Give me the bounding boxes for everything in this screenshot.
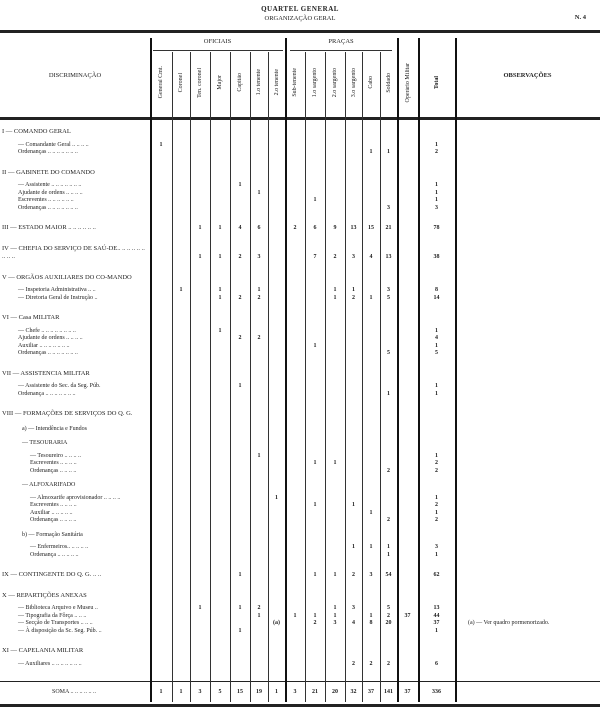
column-header-label: Cabo (368, 76, 374, 89)
total-cell: 1 (435, 342, 438, 349)
value-cell: 1 (257, 189, 261, 196)
value-cell: 54 (385, 572, 392, 578)
table-row (0, 495, 600, 503)
header-rule (0, 117, 600, 120)
total-cell: 1 (435, 494, 438, 501)
soma-cell: 21 (312, 689, 318, 695)
column-header (305, 50, 325, 115)
row-label: — Diretoria Geral de Instrução .. (18, 294, 98, 301)
value-cell: 2 (238, 294, 242, 301)
value-cell: 15 (368, 225, 374, 231)
row-label: — À disposição da Sc. Seg. Púb. .. (18, 627, 102, 634)
value-cell: 1 (387, 149, 390, 155)
column-header (268, 50, 285, 115)
discriminacao-header: DISCRIMINAÇÃO (48, 72, 102, 79)
table-row (0, 482, 600, 490)
value-cell: 4 (238, 225, 242, 231)
column-header (418, 50, 455, 115)
row-label: Ordenanças .. .. .. .. .. .. .. (18, 204, 78, 211)
total-cell: 1 (435, 327, 438, 334)
value-cell: 2 (369, 660, 373, 667)
column-header (285, 50, 305, 115)
row-label: IV — CHEFIA DO SERVIÇO DE SAÚ-DE.. .. .. .. .. .. .. .. .. (2, 244, 145, 260)
row-label: — Assistente do Sec. da Seg. Púb. (18, 383, 101, 389)
observation-note: (a) — Ver quadro pormenorizado. (468, 620, 550, 626)
value-cell: 1 (333, 612, 337, 619)
row-label: — Chefe .. .. .. .. .. .. .. .. (18, 327, 76, 334)
value-cell: 1 (313, 197, 317, 203)
value-cell: 3 (257, 254, 261, 260)
table-row (0, 383, 600, 391)
value-cell: 21 (385, 225, 392, 231)
value-cell: 4 (352, 620, 355, 626)
row-label: Ordenanças .. .. .. .. (30, 467, 77, 474)
value-cell: 1 (352, 287, 355, 293)
value-cell: 2 (257, 605, 261, 611)
table-row (0, 350, 600, 358)
total-cell: 1 (435, 452, 438, 459)
table-row (0, 661, 600, 669)
total-cell: 2 (435, 467, 438, 474)
value-cell: 3 (333, 620, 337, 626)
value-cell: 1 (387, 390, 390, 397)
table-row (0, 182, 600, 190)
value-cell: 1 (313, 502, 317, 508)
value-cell: 1 (218, 254, 222, 260)
row-label: Ajudante de ordens .. .. .. .. (18, 189, 83, 196)
value-cell: 1 (387, 551, 390, 558)
value-cell: 1 (159, 141, 163, 148)
soma-cell: 1 (275, 689, 278, 695)
row-label: — Auxiliares .. .. .. .. .. .. .. (18, 660, 82, 667)
row-label: — TESOURARIA (22, 440, 68, 446)
value-cell: 2 (333, 254, 337, 260)
value-cell: 1 (218, 225, 222, 231)
table-row (0, 245, 600, 262)
total-cell: 2 (435, 149, 438, 155)
table-row (0, 613, 600, 621)
row-label: — Secção de Transportes .. .. .. (18, 620, 93, 626)
row-label: VIII — FORMAÇÕES DE SERVIÇOS DO Q. G. (2, 410, 133, 417)
table-row (0, 391, 600, 399)
total-cell: 2 (435, 502, 438, 508)
row-label: a) — Intendência e Fundos (22, 425, 87, 432)
table-row (0, 620, 600, 628)
value-cell: 1 (293, 612, 297, 619)
row-label: — Biblioteca Arquivo e Museu .. (18, 605, 98, 611)
row-label: I — COMANDO GERAL (2, 128, 71, 135)
row-label: — Almoxarife aprovisionador .. .. .. .. (30, 494, 121, 501)
table-row (0, 426, 600, 434)
soma-cell: 336 (432, 689, 441, 695)
table-row (0, 571, 600, 580)
column-header (397, 50, 418, 115)
value-cell: 2 (387, 517, 390, 523)
row-label: — Assistente .. .. .. .. .. .. .. (18, 182, 82, 188)
row-label: Ordenanças .. .. .. .. .. .. .. (18, 350, 78, 356)
soma-cell: 141 (384, 689, 393, 695)
column-header-label: Sub-tenente (292, 68, 298, 97)
value-cell: 1 (198, 605, 202, 611)
row-label: Escreventes .. .. .. .. (30, 502, 77, 508)
column-header-label: 2.o tenente (273, 69, 280, 96)
total-cell: 3 (435, 544, 438, 550)
value-cell: 2 (352, 660, 355, 667)
value-cell: 1 (218, 327, 222, 334)
value-cell: 1 (238, 605, 242, 611)
value-cell: 1 (333, 294, 337, 301)
total-cell: 38 (433, 254, 440, 260)
pracas-header: PRAÇAS (328, 38, 354, 45)
value-cell: 13 (350, 225, 357, 231)
row-label: — Comandante Geral .. .. .. .. (18, 141, 89, 148)
soma-cell: 37 (404, 689, 411, 695)
value-cell: 4 (369, 254, 373, 260)
soma-cell: 32 (350, 689, 357, 695)
value-cell: 1 (198, 254, 202, 260)
column-header-label: General Cmt. (158, 66, 164, 99)
table-row (0, 628, 600, 636)
column-header (230, 50, 250, 115)
row-label: Auxiliar .. .. .. .. .. .. .. (18, 342, 70, 349)
table-row (0, 287, 600, 295)
value-cell: 1 (313, 572, 317, 578)
top-rule (0, 30, 600, 33)
value-cell: 1 (387, 544, 390, 550)
value-cell: 9 (333, 225, 337, 231)
row-label: V — ORGÃOS AUXILIARES DO CO-MANDO (2, 273, 132, 281)
value-cell: 2 (352, 572, 355, 578)
table-row (0, 224, 600, 233)
column-header-label: 1.o sargento (312, 67, 318, 98)
column-header (325, 50, 345, 115)
value-cell: 5 (387, 350, 390, 356)
table-row (0, 343, 600, 351)
table-row (0, 592, 600, 601)
total-cell: 1 (435, 509, 438, 516)
column-header-label: Coronel (178, 72, 184, 93)
table-row (0, 605, 600, 613)
table-row (0, 314, 600, 323)
table-row (0, 460, 600, 468)
value-cell: 1 (369, 612, 373, 619)
table-row (0, 274, 600, 283)
table-row (0, 149, 600, 157)
value-cell: 2 (238, 254, 242, 260)
total-cell: 78 (433, 225, 440, 231)
row-label: III — ESTADO MAIOR .. .. .. .. .. .. (2, 224, 96, 231)
total-cell: 1 (435, 189, 438, 196)
value-cell: 7 (313, 254, 317, 260)
soma-cell: 3 (198, 689, 202, 695)
value-cell: 20 (385, 620, 392, 626)
value-cell: 1 (333, 605, 337, 611)
column-header-label: Major (217, 75, 223, 90)
table-row (0, 453, 600, 461)
value-cell: 2 (257, 294, 261, 301)
table-row (0, 440, 600, 448)
value-cell: 1 (238, 182, 242, 188)
column-header (345, 50, 362, 115)
column-header (210, 50, 230, 115)
value-cell: 13 (385, 254, 392, 260)
value-cell: 1 (257, 287, 261, 293)
total-cell: 14 (433, 294, 440, 301)
value-cell: 1 (313, 342, 317, 349)
value-cell: 1 (313, 612, 317, 619)
row-label: X — REPARTIÇÕES ANEXAS (2, 591, 87, 599)
value-cell: 2 (387, 467, 390, 474)
value-cell: 1 (218, 294, 222, 301)
value-cell: 2 (387, 612, 390, 619)
row-label: II — GABINETE DO COMANDO (2, 168, 95, 176)
value-cell: (a) (273, 620, 280, 626)
value-cell: 1 (218, 287, 222, 293)
total-cell: 62 (433, 572, 440, 578)
value-cell: 6 (257, 225, 261, 231)
column-header (250, 50, 268, 115)
value-cell: 1 (238, 383, 242, 389)
document-title: QUARTEL GENERAL (261, 5, 339, 13)
row-label: VII — ASSISTENCIA MILITAR (2, 369, 90, 377)
row-label: Ordenanças .. .. .. .. .. .. .. (18, 149, 78, 155)
soma-cell: 20 (332, 689, 338, 695)
row-label: Ajudante de ordens .. .. .. .. (18, 335, 83, 341)
table-row (0, 410, 600, 419)
value-cell: 3 (352, 605, 355, 611)
column-header-label: Total (433, 75, 440, 90)
total-cell: 1 (435, 182, 438, 188)
oficiais-header: OFICIAIS (203, 38, 232, 45)
value-cell: 2 (293, 225, 297, 231)
value-cell: 1 (352, 502, 355, 508)
column-header (150, 50, 172, 115)
column-header-label: Ten. coronel (197, 67, 203, 98)
soma-cell: 1 (179, 689, 183, 695)
value-cell: 1 (333, 287, 337, 293)
column-header-label: Capitão (237, 73, 243, 92)
column-header-label: 3.o sargento (350, 67, 357, 98)
column-header (380, 50, 397, 115)
column-header-label: Soldado (385, 72, 392, 93)
table-row (0, 169, 600, 178)
table-row (0, 532, 600, 540)
row-label: Auxiliar .. .. .. .. .. (30, 509, 73, 516)
table-row (0, 552, 600, 560)
value-cell: 1 (179, 287, 183, 293)
value-cell: 1 (198, 225, 202, 231)
table-row (0, 190, 600, 198)
value-cell: 1 (369, 294, 373, 301)
table-row (0, 370, 600, 379)
total-cell: 44 (433, 612, 440, 619)
row-label: Escreventes .. .. .. .. (30, 460, 77, 466)
value-cell: 1 (333, 460, 337, 466)
table-row (0, 335, 600, 343)
table-row (0, 510, 600, 518)
column-header-label: 2.o sargento (332, 67, 338, 98)
document-subtitle: ORGANIZAÇÃO GERAL (264, 15, 336, 22)
value-cell: 1 (369, 544, 373, 550)
value-cell: 5 (387, 605, 390, 611)
total-cell: 5 (435, 350, 438, 356)
value-cell: 2 (313, 620, 317, 626)
row-label: — Enfermeiros.. .. .. .. .. (30, 544, 89, 550)
value-cell: 1 (369, 149, 373, 155)
value-cell: 8 (369, 620, 373, 626)
value-cell: 1 (257, 452, 261, 459)
total-cell: 6 (435, 660, 438, 667)
value-cell: 3 (387, 204, 390, 211)
total-cell: 1 (435, 627, 438, 634)
soma-cell: 5 (218, 689, 222, 695)
total-cell: 1 (435, 390, 438, 397)
soma-rule (0, 681, 600, 682)
table-row (0, 468, 600, 476)
value-cell: 6 (313, 225, 317, 231)
row-label: b) — Formação Sanitária (22, 531, 83, 538)
total-cell: 1 (435, 141, 438, 148)
row-label: — Inspetoria Administrativa .. .. (18, 287, 96, 293)
value-cell: 1 (238, 572, 242, 578)
table-row (0, 205, 600, 213)
page-number: N. 4 (574, 14, 586, 21)
soma-cell: 15 (237, 689, 243, 695)
soma-row (0, 684, 600, 702)
table-row (0, 328, 600, 336)
value-cell: 2 (238, 335, 242, 341)
total-cell: 2 (435, 517, 438, 523)
value-cell: 2 (257, 335, 261, 341)
table-row (0, 295, 600, 303)
row-label: VI — Casa MILITAR (2, 314, 60, 321)
row-label: — Tipografia da Fôrça .. .. .. (18, 612, 87, 619)
total-cell: 4 (435, 335, 438, 341)
value-cell: 1 (352, 544, 355, 550)
table-row (0, 517, 600, 525)
value-cell: 2 (352, 294, 355, 301)
table-row (0, 647, 600, 656)
table-body (0, 126, 600, 668)
total-cell: 3 (435, 204, 438, 211)
row-label: Ordenança .. .. .. .. .. (30, 551, 79, 558)
bottom-rule (0, 704, 600, 707)
value-cell: 1 (333, 572, 337, 578)
row-label: Ordenanças .. .. .. .. (30, 517, 77, 523)
total-cell: 8 (435, 287, 438, 293)
table-row (0, 128, 600, 137)
value-cell: 3 (387, 287, 390, 293)
column-header-label: 1.o tenente (256, 69, 262, 96)
row-label: IX — CONTINGENTE DO Q. G. .. .. (2, 571, 102, 578)
row-label: XI — CAPELANIA MILITAR (2, 647, 84, 654)
column-header (362, 50, 380, 115)
soma-cell: 3 (293, 689, 297, 695)
total-cell: 1 (435, 197, 438, 203)
table-row (0, 502, 600, 510)
soma-cell: 1 (159, 689, 163, 695)
table-row (0, 142, 600, 150)
table-row (0, 197, 600, 205)
value-cell: 1 (369, 509, 373, 516)
value-cell: 3 (369, 572, 373, 578)
value-cell: 5 (387, 294, 390, 301)
total-cell: 1 (435, 551, 438, 558)
total-cell: 1 (435, 383, 438, 389)
column-header (190, 50, 210, 115)
row-label: — Tesoureiro .. .. .. .. (30, 452, 81, 459)
row-label: Ordenança .. .. .. .. .. .. .. (18, 390, 76, 397)
value-cell: 1 (238, 627, 242, 634)
value-cell: 3 (352, 254, 355, 260)
total-cell: 2 (435, 460, 438, 466)
value-cell: 2 (387, 660, 390, 667)
column-header (172, 50, 190, 115)
column-header-label: Operário Militar (404, 62, 411, 103)
value-cell: 1 (257, 612, 261, 619)
soma-label: SOMA .. .. .. .. .. .. (51, 689, 96, 695)
observacoes-header: OBSERVAÇÕES (503, 72, 552, 79)
soma-cell: 37 (368, 689, 374, 695)
row-label: Escreventes .. .. .. .. .. .. (18, 197, 74, 203)
soma-cell: 19 (256, 689, 262, 695)
value-cell: 1 (275, 494, 278, 501)
row-label: — ALFOXARIFADO (22, 482, 76, 488)
value-cell: 37 (404, 612, 411, 619)
value-cell: 1 (313, 460, 317, 466)
table-row (0, 544, 600, 552)
total-cell: 37 (433, 620, 440, 626)
total-cell: 13 (433, 605, 440, 611)
